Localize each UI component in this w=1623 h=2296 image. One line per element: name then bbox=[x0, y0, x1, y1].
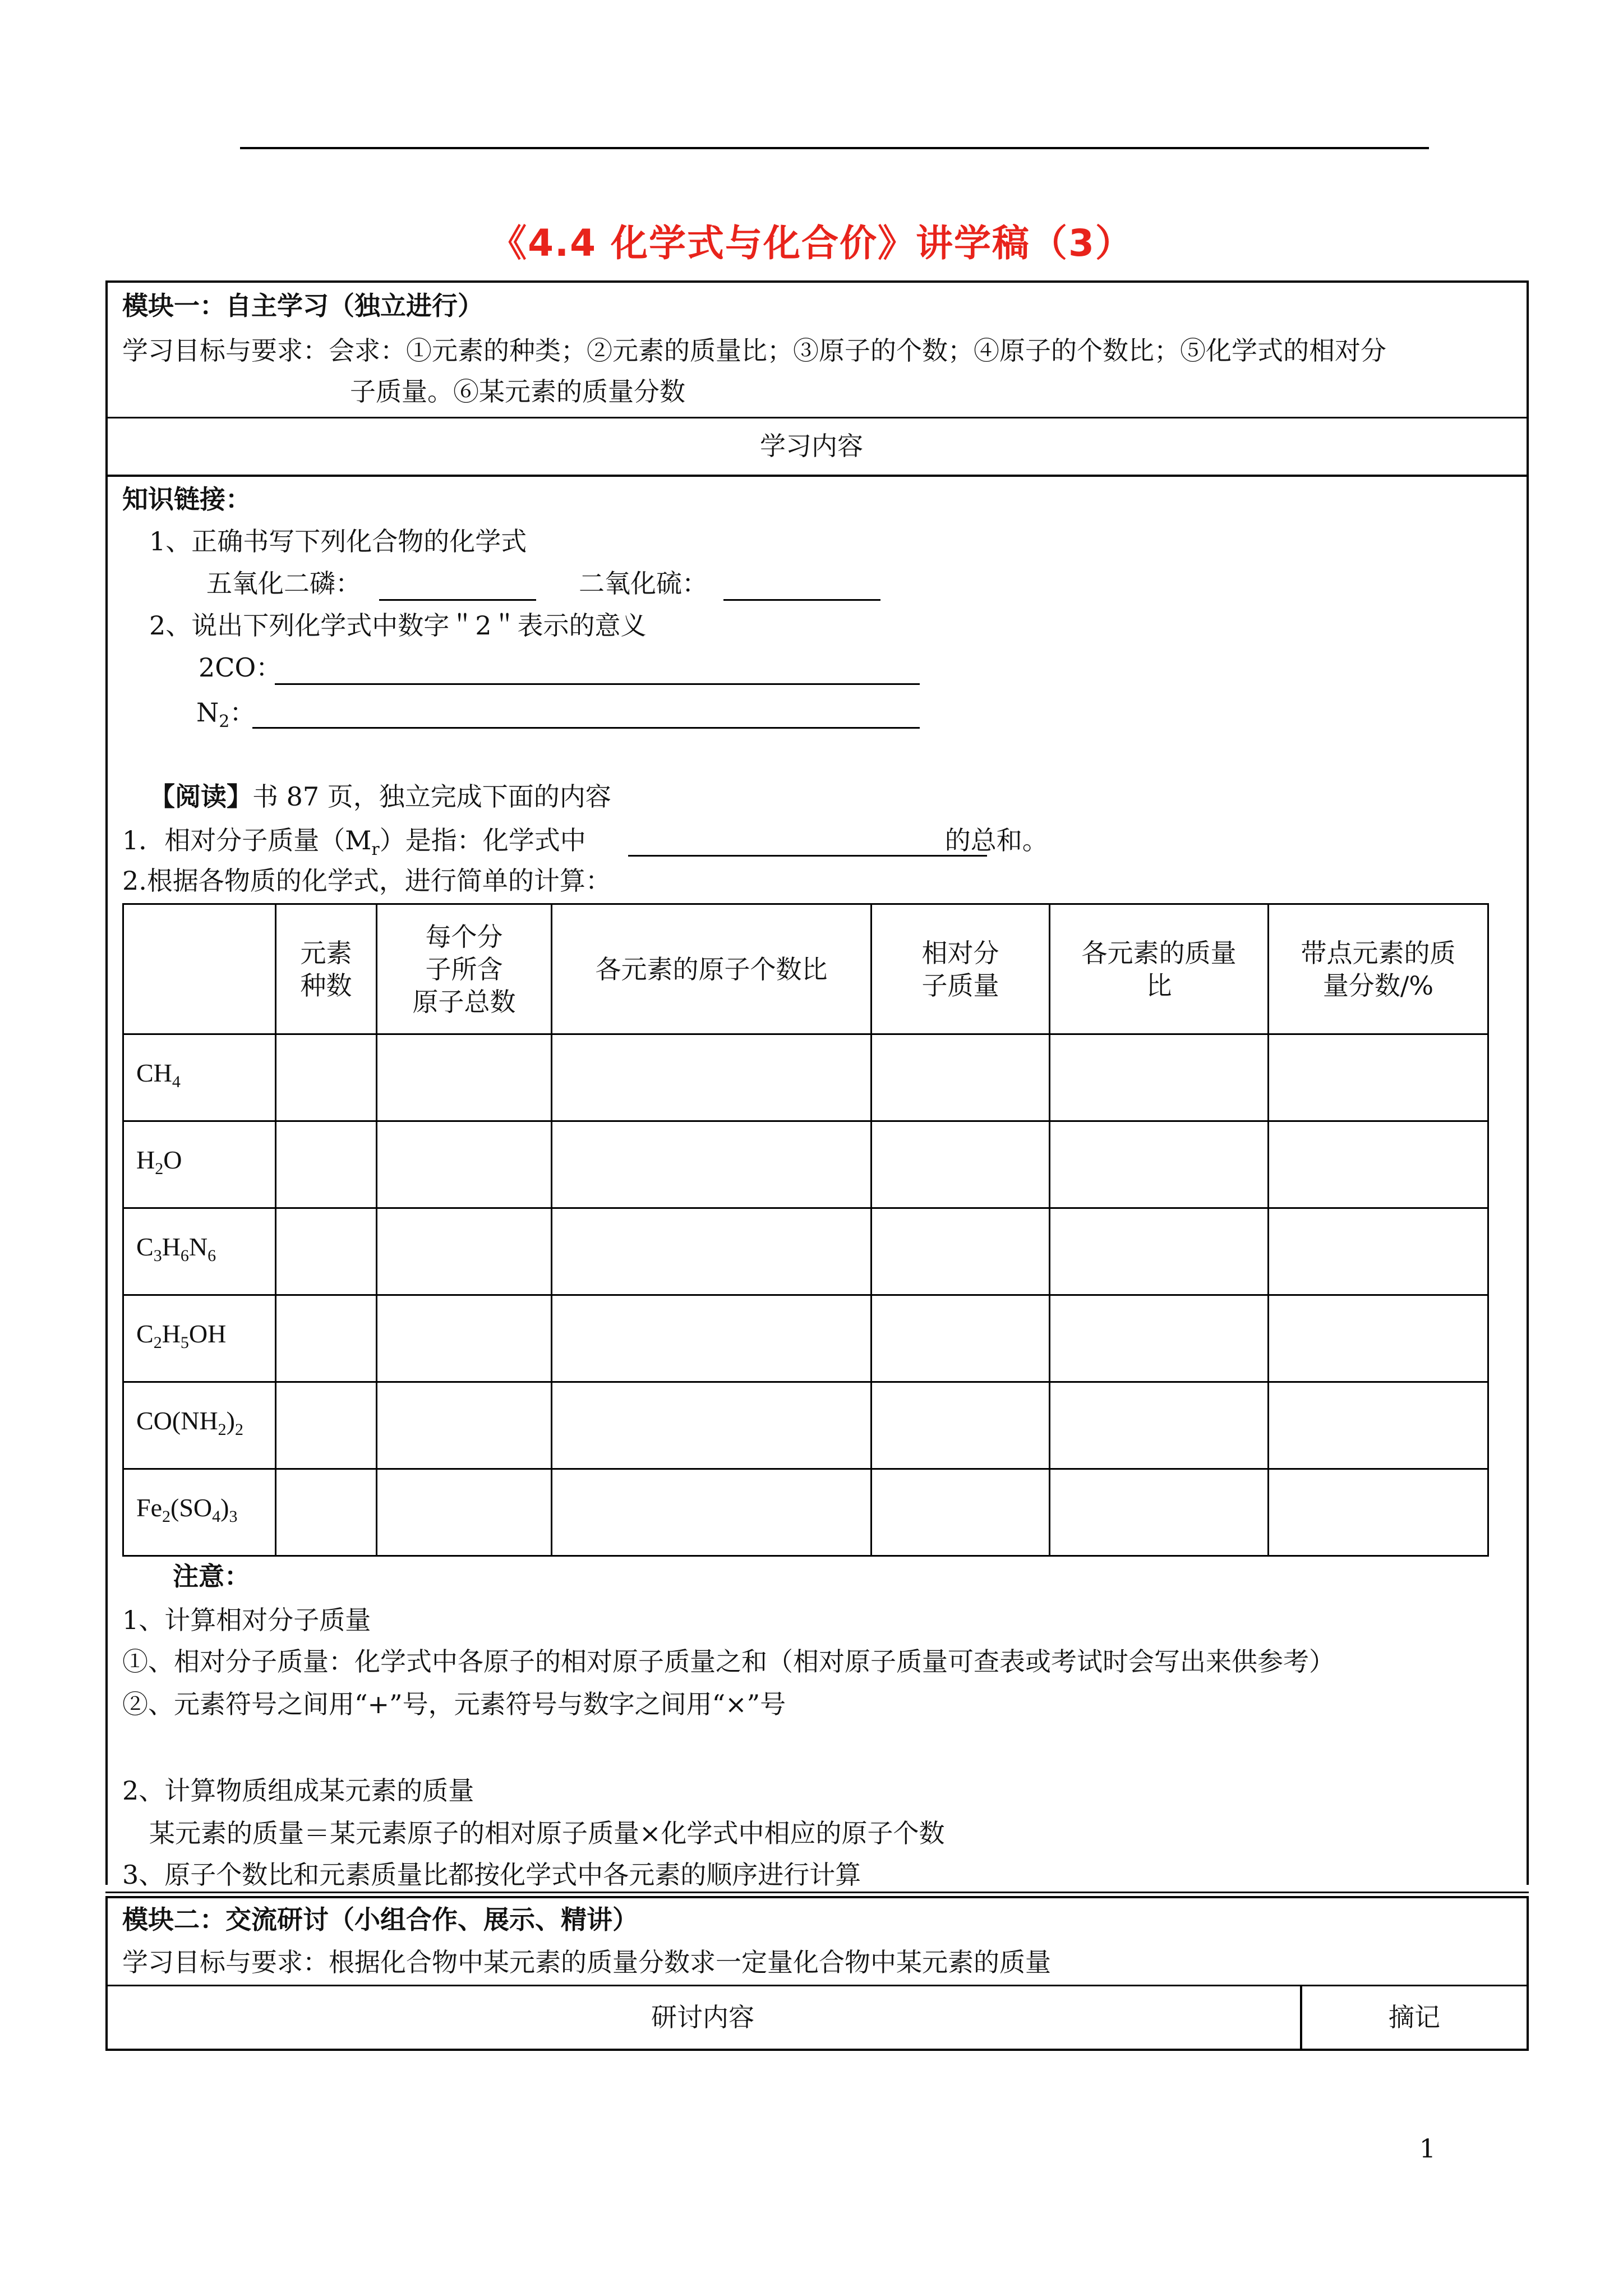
answer-cell[interactable] bbox=[872, 1121, 1050, 1208]
module2-heading: 模块二：交流研讨（小组合作、展示、精讲） bbox=[122, 1904, 638, 1935]
notes-n1: 1、计算相对分子质量 bbox=[122, 1605, 371, 1635]
answer-cell[interactable] bbox=[1269, 1121, 1488, 1208]
answer-cell[interactable] bbox=[872, 1034, 1050, 1121]
module2-col-discussion: 研讨内容 bbox=[651, 2002, 754, 2032]
answer-cell[interactable] bbox=[1050, 1469, 1269, 1556]
answer-cell[interactable] bbox=[872, 1469, 1050, 1556]
formula-cell: $H_2O$ bbox=[123, 1121, 276, 1208]
answer-cell[interactable] bbox=[377, 1121, 552, 1208]
answer-cell[interactable] bbox=[276, 1034, 377, 1121]
calculation-table bbox=[122, 903, 1489, 1557]
page-title: 《4.4 化学式与化合价》讲学稿（3） bbox=[490, 222, 1133, 265]
answer-cell[interactable] bbox=[276, 1295, 377, 1382]
table-header-cell: 相对分 子质量 bbox=[872, 904, 1050, 1034]
module2-goal: 学习目标与要求：根据化合物中某元素的质量分数求一定量化合物中某元素的质量 bbox=[122, 1947, 1051, 1977]
module1-goal-line2: 子质量。⑥某元素的质量分数 bbox=[350, 376, 685, 407]
answer-cell[interactable] bbox=[1050, 1382, 1269, 1469]
answer-cell[interactable] bbox=[1269, 1208, 1488, 1295]
knowledge-q1-a: 五氧化二磷： bbox=[206, 568, 361, 599]
notes-n1-a: ①、相对分子质量：化学式中各原子的相对原子质量之和（相对原子质量可查表或考试时会写出来供参考） bbox=[122, 1646, 1335, 1677]
answer-cell[interactable] bbox=[552, 1295, 872, 1382]
answer-cell[interactable] bbox=[377, 1295, 552, 1382]
answer-cell[interactable] bbox=[377, 1208, 552, 1295]
formula-cell: $CH_4$ bbox=[123, 1034, 276, 1121]
reading-item2: 2.根据各物质的化学式，进行简单的计算： bbox=[122, 866, 611, 896]
answer-cell[interactable] bbox=[552, 1034, 872, 1121]
answer-cell[interactable] bbox=[1269, 1295, 1488, 1382]
answer-cell[interactable] bbox=[276, 1382, 377, 1469]
reading-item1: 1．相对分子质量$(M_r)$是指：化学式中 的总和。 bbox=[122, 825, 1048, 860]
table-row bbox=[123, 1121, 1488, 1208]
module2-col-notes: 摘记 bbox=[1389, 2002, 1440, 2032]
answer-cell[interactable] bbox=[1050, 1121, 1269, 1208]
module1-bottom-rule bbox=[105, 1892, 1529, 1893]
table-header-cell: 各元素的原子个数比 bbox=[552, 904, 872, 1034]
formula-cell: $CO(NH_2)_2$ bbox=[123, 1382, 276, 1469]
answer-cell[interactable] bbox=[552, 1208, 872, 1295]
knowledge-q2-b: $N_2$： bbox=[196, 697, 256, 732]
knowledge-heading: 知识链接： bbox=[122, 484, 251, 514]
main-right-border bbox=[1527, 477, 1529, 1885]
answer-cell[interactable] bbox=[872, 1382, 1050, 1469]
module1-goal-line1: 学习目标与要求：会求：①元素的种类；②元素的质量比；③原子的个数；④原子的个数比；⑤化学式的相对分 bbox=[122, 335, 1386, 366]
table-row bbox=[123, 1208, 1488, 1295]
notes-n2: 2、计算物质组成某元素的质量 bbox=[122, 1775, 474, 1806]
table-header-cell: 带点元素的质 量分数/% bbox=[1269, 904, 1488, 1034]
notes-n1-b: ②、元素符号之间用“+”号，元素符号与数字之间用“×”号 bbox=[122, 1689, 786, 1719]
answer-cell[interactable] bbox=[872, 1208, 1050, 1295]
answer-blank-2co[interactable] bbox=[275, 683, 920, 685]
formula-cell: $C_2H_5OH$ bbox=[123, 1295, 276, 1382]
answer-cell[interactable] bbox=[552, 1469, 872, 1556]
answer-cell[interactable] bbox=[1050, 1034, 1269, 1121]
answer-blank-so2[interactable] bbox=[723, 599, 880, 601]
module1-divider bbox=[105, 417, 1529, 418]
answer-cell[interactable] bbox=[1050, 1295, 1269, 1382]
answer-cell[interactable] bbox=[872, 1295, 1050, 1382]
main-left-border bbox=[105, 477, 108, 1885]
table-header-cell: 每个分 子所含 原子总数 bbox=[377, 904, 552, 1034]
answer-cell[interactable] bbox=[276, 1469, 377, 1556]
answer-cell[interactable] bbox=[1269, 1034, 1488, 1121]
notes-heading: 注意： bbox=[173, 1561, 250, 1591]
knowledge-q1: 1、正确书写下列化合物的化学式 bbox=[149, 526, 527, 556]
table-header-cell: 各元素的质量 比 bbox=[1050, 904, 1269, 1034]
answer-cell[interactable] bbox=[552, 1121, 872, 1208]
answer-cell[interactable] bbox=[552, 1382, 872, 1469]
answer-cell[interactable] bbox=[1050, 1208, 1269, 1295]
answer-blank-n2[interactable] bbox=[252, 727, 920, 729]
knowledge-q2: 2、说出下列化学式中数字＂2＂表示的意义 bbox=[149, 610, 647, 641]
answer-blank-mr[interactable] bbox=[628, 855, 987, 857]
header-rule bbox=[240, 147, 1429, 149]
module2-divider bbox=[105, 1985, 1529, 1986]
notes-n2-a: 某元素的质量＝某元素原子的相对原子质量×化学式中相应的原子个数 bbox=[149, 1818, 945, 1848]
knowledge-q1-b: 二氧化硫： bbox=[579, 568, 708, 599]
module1-heading: 模块一：自主学习（独立进行） bbox=[122, 291, 483, 321]
answer-cell[interactable] bbox=[377, 1034, 552, 1121]
content-header: 学习内容 bbox=[760, 431, 863, 461]
answer-cell[interactable] bbox=[377, 1469, 552, 1556]
table-header-cell bbox=[123, 904, 276, 1034]
knowledge-q2-a: 2CO： bbox=[199, 652, 282, 683]
table-header-row bbox=[123, 904, 1488, 1034]
answer-cell[interactable] bbox=[276, 1208, 377, 1295]
answer-cell[interactable] bbox=[276, 1121, 377, 1208]
formula-cell: $Fe_2(SO_4)_3$ bbox=[123, 1469, 276, 1556]
table-row bbox=[123, 1382, 1488, 1469]
reading-line: 【阅读】书 87 页，独立完成下面的内容 bbox=[149, 781, 611, 812]
table-row bbox=[123, 1469, 1488, 1556]
answer-cell[interactable] bbox=[1269, 1469, 1488, 1556]
formula-cell: $C_3H_6N_6$ bbox=[123, 1208, 276, 1295]
table-row bbox=[123, 1295, 1488, 1382]
answer-cell[interactable] bbox=[377, 1382, 552, 1469]
answer-blank-p2o5[interactable] bbox=[379, 599, 536, 601]
reading-tag: 【阅读】 bbox=[149, 781, 252, 812]
page-number: 1 bbox=[1419, 2133, 1436, 2164]
answer-cell[interactable] bbox=[1269, 1382, 1488, 1469]
table-row bbox=[123, 1034, 1488, 1121]
table-header-cell: 元素 种数 bbox=[276, 904, 377, 1034]
notes-n3: 3、原子个数比和元素质量比都按化学式中各元素的顺序进行计算 bbox=[122, 1860, 861, 1890]
